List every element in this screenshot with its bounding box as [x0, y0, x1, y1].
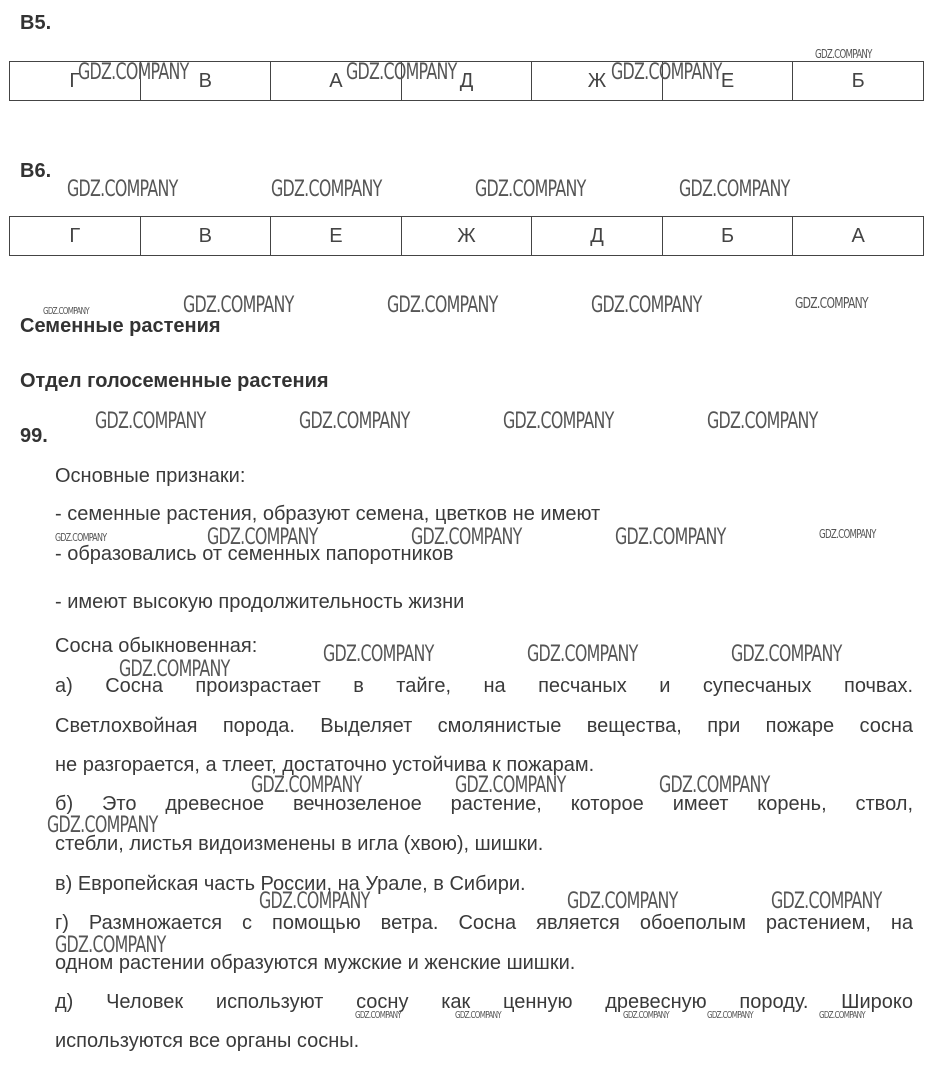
pine-point-a-line3: не разгорается, а тлеет, достаточно устойчива к пожарам. [55, 754, 595, 776]
features-title: Основные признаки: [55, 465, 246, 487]
pine-point-a-line2: Светлохвойная порода. Выделяет смолянистые вещества, при пожаре сосна [55, 715, 913, 737]
b6-cell-1: Г [10, 217, 141, 256]
watermark: GDZ.COMPANY [271, 177, 382, 202]
b5-cell-5: Ж [532, 62, 663, 101]
watermark: GDZ.COMPANY [815, 47, 872, 61]
feature-item: - образовались от семенных папоротников [55, 543, 454, 565]
b5-cell-6: Е [662, 62, 793, 101]
section-title: Семенные растения [20, 315, 221, 337]
watermark: GDZ.COMPANY [78, 60, 189, 85]
pine-point-g-line1: г) Размножается с помощью ветра. Сосна является обоеполым растением, на [55, 912, 913, 934]
watermark: GDZ.COMPANY [623, 1010, 669, 1021]
b6-cell-6: Б [662, 217, 793, 256]
watermark: GDZ.COMPANY [659, 773, 770, 798]
pine-point-g-line2: одном растении образуются мужские и женские шишки. [55, 952, 576, 974]
feature-item: - имеют высокую продолжительность жизни [55, 591, 465, 613]
watermark: GDZ.COMPANY [611, 60, 722, 85]
watermark: GDZ.COMPANY [795, 294, 868, 312]
b5-answer-table [9, 61, 924, 101]
watermark: GDZ.COMPANY [43, 306, 89, 317]
watermark: GDZ.COMPANY [183, 293, 294, 318]
b6-heading: В6. [20, 160, 52, 182]
watermark: GDZ.COMPANY [207, 525, 318, 550]
watermark: GDZ.COMPANY [355, 1010, 401, 1021]
watermark: GDZ.COMPANY [503, 409, 614, 434]
b6-cell-2: В [140, 217, 271, 256]
watermark: GDZ.COMPANY [251, 773, 362, 798]
watermark: GDZ.COMPANY [615, 525, 726, 550]
watermark: GDZ.COMPANY [299, 409, 410, 434]
b6-cell-5: Д [532, 217, 663, 256]
watermark: GDZ.COMPANY [707, 409, 818, 434]
feature-item: - семенные растения, образуют семена, цветков не имеют [55, 503, 601, 525]
b5-cell-3: А [271, 62, 402, 101]
b6-answer-table [9, 216, 924, 256]
pine-point-b-line2: стебли, листья видоизменены в игла (хвою), шишки. [55, 833, 544, 855]
watermark: GDZ.COMPANY [679, 177, 790, 202]
exercise-number: 99. [20, 425, 48, 447]
watermark: GDZ.COMPANY [323, 642, 434, 667]
b6-cell-3: Е [271, 217, 402, 256]
pine-point-b-line1: б) Это древесное вечнозеленое растение, которое имеет корень, ствол, [55, 793, 913, 815]
watermark: GDZ.COMPANY [475, 177, 586, 202]
watermark: GDZ.COMPANY [259, 889, 370, 914]
watermark: GDZ.COMPANY [95, 409, 206, 434]
watermark: GDZ.COMPANY [411, 525, 522, 550]
b6-cell-7: А [793, 217, 924, 256]
pine-point-d-line1: д) Человек используют сосну как ценную древесную породу. Широко [55, 991, 913, 1013]
watermark: GDZ.COMPANY [527, 642, 638, 667]
watermark: GDZ.COMPANY [819, 527, 876, 541]
b5-heading: В5. [20, 12, 52, 34]
b5-cell-2: В [140, 62, 271, 101]
pine-point-v-line1: в) Европейская часть России, на Урале, в Сибири. [55, 873, 526, 895]
watermark: GDZ.COMPANY [707, 1010, 753, 1021]
b5-cell-4: Д [401, 62, 532, 101]
watermark: GDZ.COMPANY [387, 293, 498, 318]
watermark: GDZ.COMPANY [47, 813, 158, 838]
subsection-title: Отдел голосеменные растения [20, 370, 329, 392]
b5-cell-1: Г [10, 62, 141, 101]
watermark: GDZ.COMPANY [591, 293, 702, 318]
watermark: GDZ.COMPANY [119, 657, 230, 682]
pine-title: Сосна обыкновенная: [55, 635, 258, 657]
pine-point-d-line2: используются все органы сосны. [55, 1030, 360, 1052]
watermark: GDZ.COMPANY [455, 773, 566, 798]
pine-point-a-line1: а) Сосна произрастает в тайге, на песчаных и супесчаных почвах. [55, 675, 913, 697]
watermark: GDZ.COMPANY [55, 531, 107, 544]
watermark: GDZ.COMPANY [731, 642, 842, 667]
b5-cell-7: Б [793, 62, 924, 101]
watermark: GDZ.COMPANY [67, 177, 178, 202]
watermark: GDZ.COMPANY [771, 889, 882, 914]
watermark: GDZ.COMPANY [455, 1010, 501, 1021]
watermark: GDZ.COMPANY [346, 60, 457, 85]
watermark: GDZ.COMPANY [567, 889, 678, 914]
b6-cell-4: Ж [401, 217, 532, 256]
watermark: GDZ.COMPANY [55, 933, 166, 958]
watermark: GDZ.COMPANY [819, 1010, 865, 1021]
